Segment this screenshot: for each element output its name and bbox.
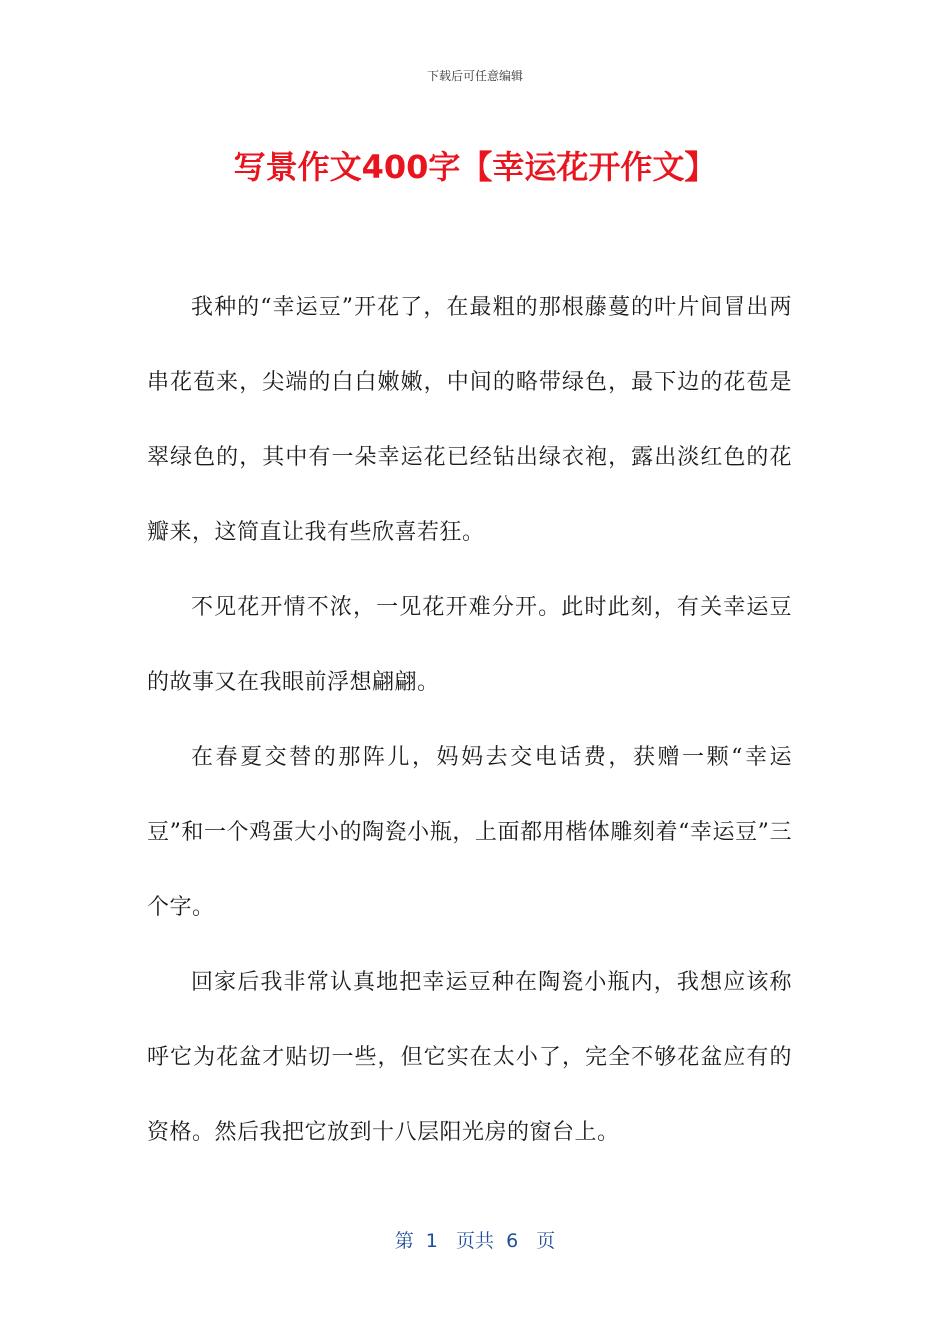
document-body: [147, 270, 792, 1170]
header-note: 下载后可任意编辑: [426, 69, 523, 83]
document-title: 写景作文400字【幸运花开作文】: [233, 148, 717, 186]
paragraph-1: 我种的“幸运豆”开花了，在最粗的那根藤蔓的叶片间冒出两串花苞来，尖端的白白嫩嫩，中间的略带绿色，最下边的花苞是翠绿色的，其中有一朵幸运花已经钻出绿衣袍，露出淡红色的花瓣来，这简直让我有些欣喜若狂。: [147, 295, 792, 545]
paragraph-3: 在春夏交替的那阵儿，妈妈去交电话费，获赠一颗“幸运豆”和一个鸡蛋大小的陶瓷小瓶，上面都用楷体雕刻着“幸运豆”三个字。: [147, 745, 792, 920]
paragraph-2: 不见花开情不浓，一见花开难分开。此时此刻，有关幸运豆的故事又在我眼前浮想翩翩。: [147, 595, 792, 695]
page-number-footer: 第 1 页共 6 页: [394, 1230, 556, 1252]
paragraph-4: 回家后我非常认真地把幸运豆种在陶瓷小瓶内，我想应该称呼它为花盆才贴切一些，但它实在太小了，完全不够花盆应有的资格。然后我把它放到十八层阳光房的窗台上。: [147, 970, 792, 1145]
